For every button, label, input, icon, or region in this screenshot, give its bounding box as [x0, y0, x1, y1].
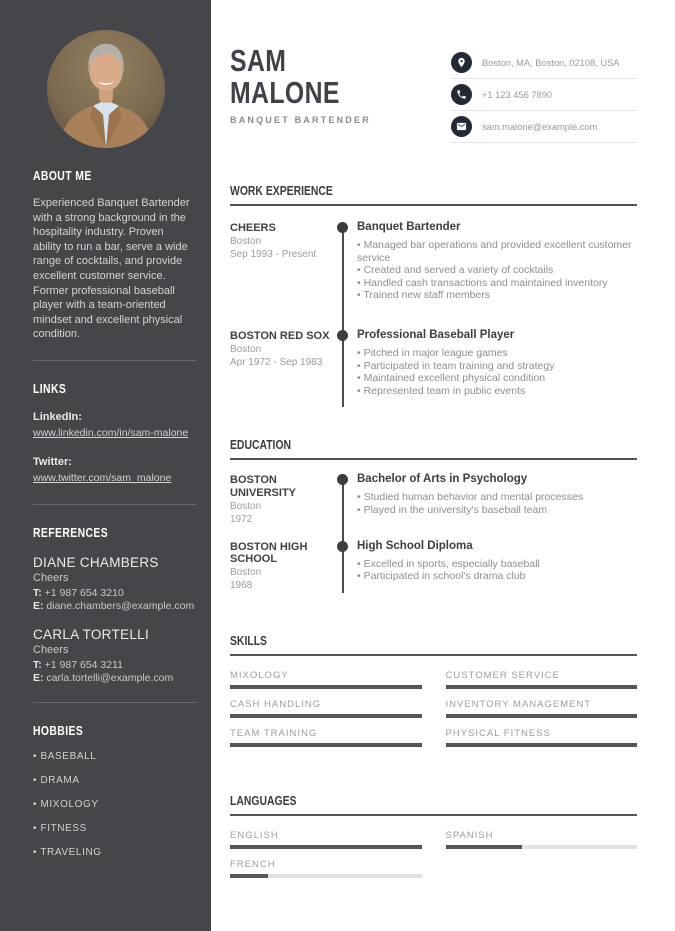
education-entry-meta: [230, 541, 342, 593]
contact-location: [451, 49, 637, 79]
company-location: Boston: [230, 235, 262, 247]
job-bullets: [357, 347, 637, 397]
skill-bar: [230, 685, 422, 689]
language-bar: [230, 874, 422, 878]
company-location: Boston: [230, 343, 262, 355]
job-bullets: [357, 239, 637, 302]
education-dates: 1968: [230, 580, 253, 592]
skill-bar: [446, 685, 638, 689]
skills-section: [230, 633, 637, 747]
skill-bar: [446, 714, 638, 718]
job-bullet: • Created and served a variety of cocktails: [357, 264, 637, 277]
job-bullet: • Participated in team training and strategy: [357, 360, 637, 373]
degree-bullets: [357, 558, 637, 583]
education-entries: [230, 474, 637, 592]
education-section: [230, 437, 637, 592]
work-entry: [230, 330, 637, 407]
company-name: BOSTON RED SOX: [230, 329, 330, 342]
skill-bar: [230, 714, 422, 718]
job-bullet: • Pitched in major league games: [357, 347, 637, 360]
location-icon: [451, 52, 472, 73]
school-location: Boston: [230, 566, 262, 578]
work-dates: Apr 1972 - Sep 1983: [230, 357, 323, 369]
person-job-title: BANQUET BARTENDER: [230, 115, 371, 126]
profile-photo: [47, 30, 165, 148]
sidebar-divider: [33, 360, 197, 361]
degree-bullet: • Participated in school's drama club: [357, 570, 637, 583]
reference-name: DIANE CHAMBERS: [33, 554, 159, 570]
skill-bar: [446, 743, 638, 747]
skill-label: CASH HANDLING: [230, 698, 322, 710]
work-entry: [230, 222, 637, 330]
language-item: [230, 830, 422, 849]
languages-section: [230, 793, 637, 878]
reference-phone: T: +1 987 654 3211: [33, 658, 124, 671]
degree-bullet: • Played in the university's baseball team: [357, 504, 637, 517]
sidebar: [0, 0, 211, 931]
skill-item: [446, 728, 638, 747]
work-entries: [230, 222, 637, 407]
about-me-text: Experienced Banquet Bartender with a strong background in the hospitality industry. Proven ability to run a bar, serve a wide range of cocktails, and provide excellent customer service. Former professional baseball player with a team-oriented mindset and excellent physical condition.: [33, 197, 190, 341]
language-label: FRENCH: [230, 858, 276, 870]
languages-title: LANGUAGES: [230, 793, 637, 816]
education-entry-detail: [342, 474, 637, 540]
hobby-item: • BASEBALL: [33, 751, 203, 762]
skill-item: [230, 728, 422, 747]
reference-company: Cheers: [33, 571, 69, 584]
skill-label: TEAM TRAINING: [230, 727, 318, 739]
hobby-item: • FITNESS: [33, 823, 203, 834]
school-location: Boston: [230, 500, 262, 512]
education-entry: [230, 474, 637, 540]
hobby-list: [33, 751, 203, 858]
links-title: LINKS: [33, 380, 67, 396]
reference-company: Cheers: [33, 643, 69, 656]
language-bar: [446, 845, 638, 849]
work-entry-detail: [342, 222, 637, 330]
phone-icon: [451, 84, 472, 105]
language-label: SPANISH: [445, 829, 494, 841]
education-entry-detail: [342, 541, 637, 593]
education-entry: [230, 541, 637, 593]
linkedin-link[interactable]: www.linkedin.com/in/sam-malone: [33, 426, 189, 439]
skills-grid: [230, 670, 637, 747]
person-name: SAM MALONE: [230, 43, 340, 111]
twitter-label: Twitter:: [33, 455, 72, 468]
company-name: CHEERS: [230, 222, 276, 234]
work-dates: Sep 1993 - Present: [230, 249, 317, 261]
school-name: BOSTON UNIVERSITY: [230, 474, 297, 499]
linkedin-label: LinkedIn:: [33, 410, 82, 423]
hobby-item: • MIXOLOGY: [33, 799, 203, 810]
skill-label: CUSTOMER SERVICE: [445, 669, 560, 681]
references-title: REFERENCES: [33, 524, 109, 540]
work-entry-meta: [230, 222, 342, 330]
skill-item: [446, 699, 638, 718]
job-bullet: • Maintained excellent physical condition: [357, 372, 637, 385]
sidebar-divider: [33, 702, 197, 703]
name-block: [230, 45, 380, 145]
skill-label: MIXOLOGY: [230, 669, 289, 681]
language-item: [446, 830, 638, 849]
reference-email: E: diane.chambers@example.com: [33, 599, 195, 612]
education-title: EDUCATION: [230, 437, 637, 460]
reference-name: CARLA TORTELLI: [33, 626, 150, 642]
skill-label: INVENTORY MANAGEMENT: [445, 698, 592, 710]
work-entry-meta: [230, 330, 342, 407]
email-icon: [451, 116, 472, 137]
contact-phone: [451, 81, 637, 111]
degree-name: Bachelor of Arts in Psychology: [357, 473, 528, 486]
school-name: BOSTON HIGH SCHOOL: [230, 540, 308, 566]
education-entry-meta: [230, 474, 342, 540]
skill-item: [446, 670, 638, 689]
degree-bullets: [357, 491, 637, 516]
reference-phone: T: +1 987 654 3210: [33, 586, 124, 599]
work-experience-title: WORK EXPERIENCE: [230, 183, 637, 206]
job-bullet: • Managed bar operations and provided excellent customer service: [357, 239, 637, 264]
contact-block: [451, 49, 637, 145]
contact-email-text: sam.malone@example.com: [482, 121, 598, 132]
contact-phone-text: +1 123 456 7890: [482, 89, 553, 100]
contact-location-text: Boston, MA, Boston, 02108, USA: [482, 57, 620, 68]
degree-bullet: • Studied human behavior and mental processes: [357, 491, 637, 504]
work-entry-detail: [342, 330, 637, 407]
skill-item: [230, 670, 422, 689]
hobby-item: • TRAVELING: [33, 847, 203, 858]
job-role: Banquet Bartender: [357, 221, 461, 233]
language-bar: [230, 845, 422, 849]
reference-item: [33, 627, 203, 684]
skill-label: PHYSICAL FITNESS: [445, 727, 551, 739]
main-content: [211, 0, 675, 931]
link-group-linkedin: [33, 411, 203, 441]
job-role: Professional Baseball Player: [357, 328, 515, 341]
skills-title: SKILLS: [230, 633, 637, 656]
reference-email: E: carla.tortelli@example.com: [33, 671, 174, 684]
skill-bar: [230, 743, 422, 747]
language-label: ENGLISH: [230, 829, 279, 841]
reference-item: [33, 555, 203, 612]
contact-email: [451, 113, 637, 143]
skill-item: [230, 699, 422, 718]
twitter-link[interactable]: www.twitter.com/sam_malone: [33, 471, 172, 484]
about-me-title: ABOUT ME: [33, 168, 92, 183]
degree-name: High School Diploma: [357, 539, 473, 552]
language-item: [230, 859, 422, 878]
link-group-twitter: [33, 456, 203, 486]
hobby-item: • DRAMA: [33, 775, 203, 786]
job-bullet: • Trained new staff members: [357, 289, 637, 302]
languages-grid: [230, 830, 637, 878]
sidebar-divider: [33, 504, 197, 505]
profile-photo-illustration: [47, 30, 165, 148]
job-bullet: • Represented team in public events: [357, 385, 637, 398]
header: [230, 45, 637, 145]
hobbies-title: HOBBIES: [33, 722, 84, 738]
work-experience-section: [230, 183, 637, 407]
job-bullet: • Handled cash transactions and maintained inventory: [357, 277, 637, 290]
degree-bullet: • Excelled in sports, especially baseball: [357, 558, 637, 571]
education-dates: 1972: [230, 514, 253, 526]
